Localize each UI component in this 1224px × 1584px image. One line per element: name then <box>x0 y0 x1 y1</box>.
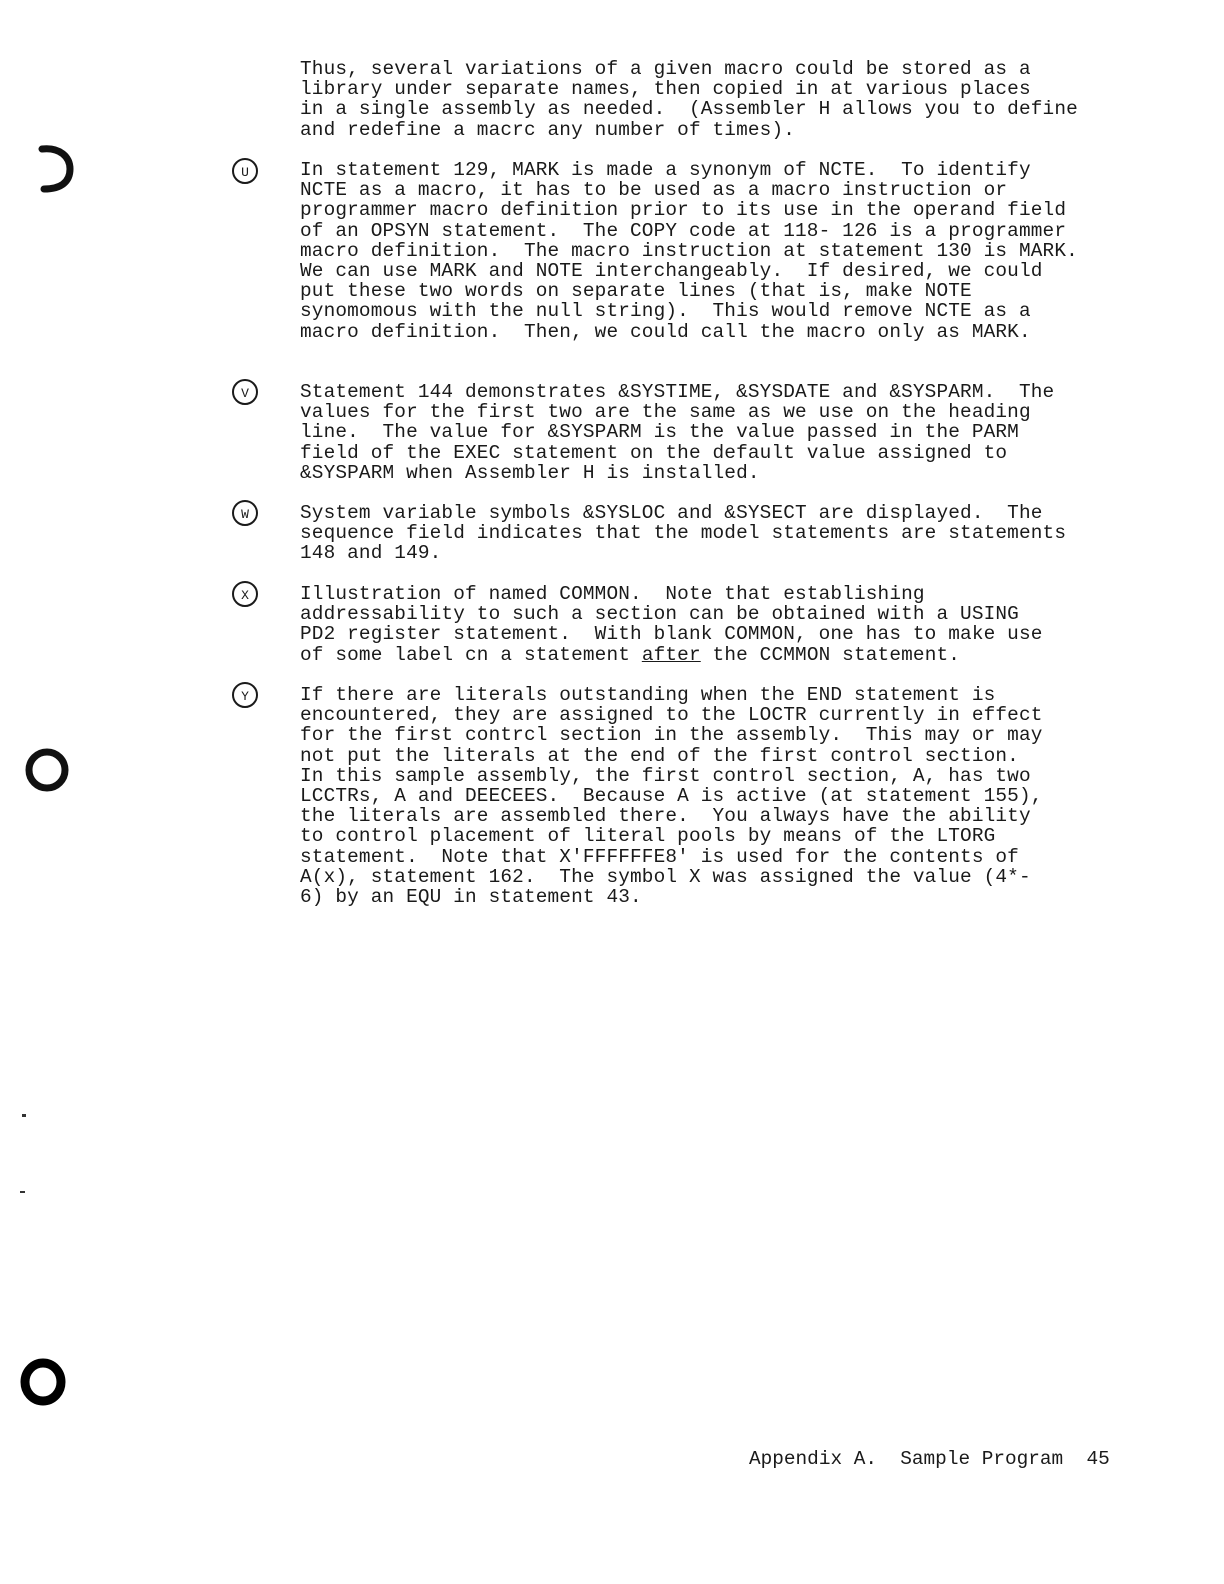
text-line: for the first contrcl section in the assembly. This may or may <box>300 724 1043 747</box>
text-line: programmer macro definition prior to its use in the operand field <box>300 199 1067 222</box>
circle-marker-icon <box>230 680 260 710</box>
text-line: 6) by an EQU in statement 43. <box>300 886 642 909</box>
text-line: Statement 144 demonstrates &SYSTIME, &SYSDATE and &SYSPARM. The <box>300 381 1055 403</box>
paragraph-w <box>300 503 1120 564</box>
paragraph-v <box>300 382 1120 483</box>
paragraph-x <box>300 584 1120 665</box>
text-line: If there are literals outstanding when the END statement is <box>300 684 996 706</box>
text-line: synomomous with the null string). This would remove NCTE as a <box>300 300 1031 323</box>
text-line: A(x), statement 162. The symbol X was assigned the value (4*- <box>300 865 1031 888</box>
text-line: In statement 129, MARK is made a synonym of NCTE. To identify <box>300 159 1031 181</box>
marker-letter: Y <box>241 689 249 704</box>
text-line: and redefine a macrc any number of times). <box>300 118 796 141</box>
text-line: In this sample assembly, the first control section, A, has two <box>300 764 1031 787</box>
text-line: PD2 register statement. With blank COMMON, one has to make use <box>300 623 1043 646</box>
circle-marker-icon <box>230 579 260 609</box>
circle-marker-icon <box>230 377 260 407</box>
text-line-with-emphasis <box>300 645 1120 665</box>
text-line: not put the literals at the end of the first control section. <box>300 744 1019 767</box>
text-line: in a single assembly as needed. (Assembler H allows you to define <box>300 98 1078 121</box>
text-line: put these two words on separate lines (that is, make NOTE <box>300 280 972 303</box>
text-line: Thus, several variations of a given macro could be stored as a <box>300 58 1031 80</box>
text-line: macro definition. The macro instruction at statement 130 is MARK. <box>300 239 1078 262</box>
text-line: of an OPSYN statement. The COPY code at 118- 126 is a programmer <box>300 219 1067 242</box>
note-marker-v <box>230 377 260 407</box>
marker-letter: W <box>241 507 249 522</box>
text-line: System variable symbols &SYSLOC and &SYSECT are displayed. The <box>300 502 1043 524</box>
speck <box>20 1191 25 1193</box>
marker-letter: U <box>241 165 249 180</box>
speck <box>22 1114 26 1117</box>
footer-section-title: Appendix A. Sample Program <box>749 1448 1064 1470</box>
text-line: macro definition. Then, we could call the macro only as MARK. <box>300 320 1031 343</box>
text-line: to control placement of literal pools by means of the LTORG <box>300 825 996 848</box>
punch-hole-top <box>36 145 76 193</box>
text-segment: of some label cn a statement <box>300 643 642 666</box>
text-line: 148 and 149. <box>300 542 442 565</box>
circle-marker-icon <box>230 156 260 186</box>
note-marker-x <box>230 579 260 609</box>
page-footer <box>749 1449 1110 1469</box>
text-line: field of the EXEC statement on the default value assigned to <box>300 441 1008 464</box>
text-line: line. The value for &SYSPARM is the value passed in the PARM <box>300 421 1019 444</box>
note-marker-y <box>230 680 260 710</box>
text-line: sequence field indicates that the model statements are statements <box>300 522 1067 545</box>
text-line: NCTE as a macro, it has to be used as a macro instruction or <box>300 179 1008 202</box>
punch-hole-bottom <box>18 1356 68 1408</box>
text-line: encountered, they are assigned to the LOCTR currently in effect <box>300 704 1043 727</box>
text-line: addressability to such a section can be obtained with a USING <box>300 603 1019 626</box>
punch-hole-middle <box>22 745 72 795</box>
note-marker-u <box>230 156 260 186</box>
circle-marker-icon <box>230 498 260 528</box>
text-line: We can use MARK and NOTE interchangeably. If desired, we could <box>300 260 1043 283</box>
text-line: &SYSPARM when Assembler H is installed. <box>300 461 760 484</box>
paragraph-intro <box>300 59 1120 140</box>
marker-letter: V <box>241 386 249 401</box>
text-line: statement. Note that X'FFFFFFE8' is used for the contents of <box>300 845 1019 868</box>
text-line: values for the first two are the same as we use on the heading <box>300 401 1031 424</box>
paragraph-y <box>300 685 1120 907</box>
text-line: Illustration of named COMMON. Note that establishing <box>300 583 925 605</box>
text-segment: the CCMMON statement. <box>700 643 961 666</box>
text-line: library under separate names, then copied in at various places <box>300 78 1031 101</box>
text-line: LCCTRs, A and DEECEES. Because A is active (at statement 155), <box>300 785 1043 808</box>
text-line: the literals are assembled there. You always have the ability <box>300 805 1031 828</box>
marker-letter: X <box>241 588 249 603</box>
page-number: 45 <box>1086 1448 1110 1470</box>
underlined-word: after <box>641 643 701 666</box>
paragraph-u <box>300 160 1120 342</box>
note-marker-w <box>230 498 260 528</box>
